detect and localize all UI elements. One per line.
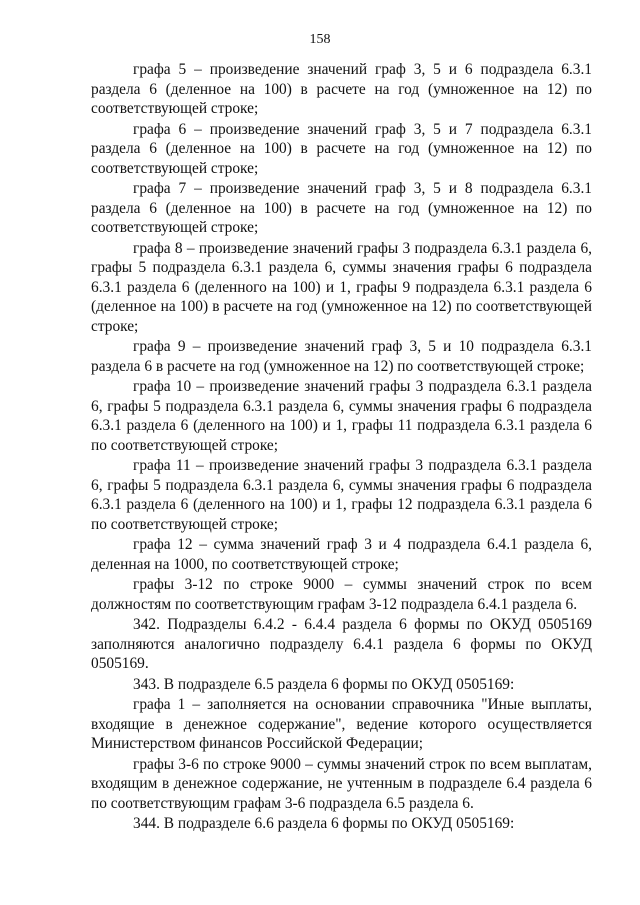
paragraph-grafa-1: графа 1 – заполняется на основании справочника "Иные выплаты, входящие в денежное содержание", ведение которого осуществляется Министерством финансов Российской Федерации; <box>91 696 592 752</box>
document-body <box>91 60 592 834</box>
paragraph-grafa-6: графа 6 – произведение значений граф 3, 5 и 7 подраздела 6.3.1 раздела 6 (деленное на 100) в расчете на год (умноженное на 12) по соответствующей строке; <box>91 120 592 177</box>
paragraph-grafa-11: графа 11 – произведение значений графы 3 подраздела 6.3.1 раздела 6, графы 5 подраздела 6.3.1 раздела 6, суммы значения графы 6 подраздела 6.3.1 раздела 6 (деленного на 100) и 1, графы 12 подраздела 6.3.1 раздела 6 по соответствующей строке; <box>91 457 592 533</box>
page-number: 158 <box>309 32 331 47</box>
paragraph-grafa-10: графа 10 – произведение значений графы 3 подраздела 6.3.1 раздела 6, графы 5 подраздела 6.3.1 раздела 6, суммы значения графы 6 подраздела 6.3.1 раздела 6 (деленного на 100) и 1, графы 11 подраздела 6.3.1 раздела 6 по соответствующей строке; <box>91 378 592 454</box>
paragraph-grafy-3-12: графы 3-12 по строке 9000 – суммы значений строк по всем должностям по соответствующим графам 3-12 подраздела 6.4.1 раздела 6. <box>91 576 592 613</box>
paragraph-item-343: 343. В подразделе 6.5 раздела 6 формы по ОКУД 0505169: <box>133 675 515 693</box>
paragraph-grafa-8: графа 8 – произведение значений графы 3 подраздела 6.3.1 раздела 6, графы 5 подраздела 6.3.1 раздела 6, суммы значения графы 6 подраздела 6.3.1 раздела 6 (деленного на 100) и 1, графы 9 подраздела 6.3.1 раздела 6 (деленное на 100) в расчете на год (умноженное на 12) по соответствующей строке; <box>91 239 592 335</box>
paragraph-grafy-3-6: графы 3-6 по строке 9000 – суммы значений строк по всем выплатам, входящим в денежное содержание, не учтенным в подразделе 6.4 раздела 6 по соответствующим графам 3-6 подраздела 6.5 раздела 6. <box>91 755 592 812</box>
paragraph-grafa-9: графа 9 – произведение значений граф 3, 5 и 10 подраздела 6.3.1 раздела 6 в расчете на год (умноженное на 12) по соответствующей строке; <box>91 338 592 375</box>
paragraph-item-342: 342. Подразделы 6.4.2 - 6.4.4 раздела 6 формы по ОКУД 0505169 заполняются аналогично подразделу 6.4.1 раздела 6 формы по ОКУД 0505169. <box>91 616 592 672</box>
paragraph-item-344: 344. В подразделе 6.6 раздела 6 формы по ОКУД 0505169: <box>133 815 515 832</box>
paragraph-grafa-5: графа 5 – произведение значений граф 3, 5 и 6 подраздела 6.3.1 раздела 6 (деленное на 100) в расчете на год (умноженное на 12) по соответствующей строке; <box>91 61 592 117</box>
paragraph-grafa-7: графа 7 – произведение значений граф 3, 5 и 8 подраздела 6.3.1 раздела 6 (деленное на 100) в расчете на год (умноженное на 12) по соответствующей строке; <box>91 180 592 236</box>
paragraph-grafa-12: графа 12 – сумма значений граф 3 и 4 подраздела 6.4.1 раздела 6, деленная на 1000, по соответствующей строке; <box>91 536 592 573</box>
